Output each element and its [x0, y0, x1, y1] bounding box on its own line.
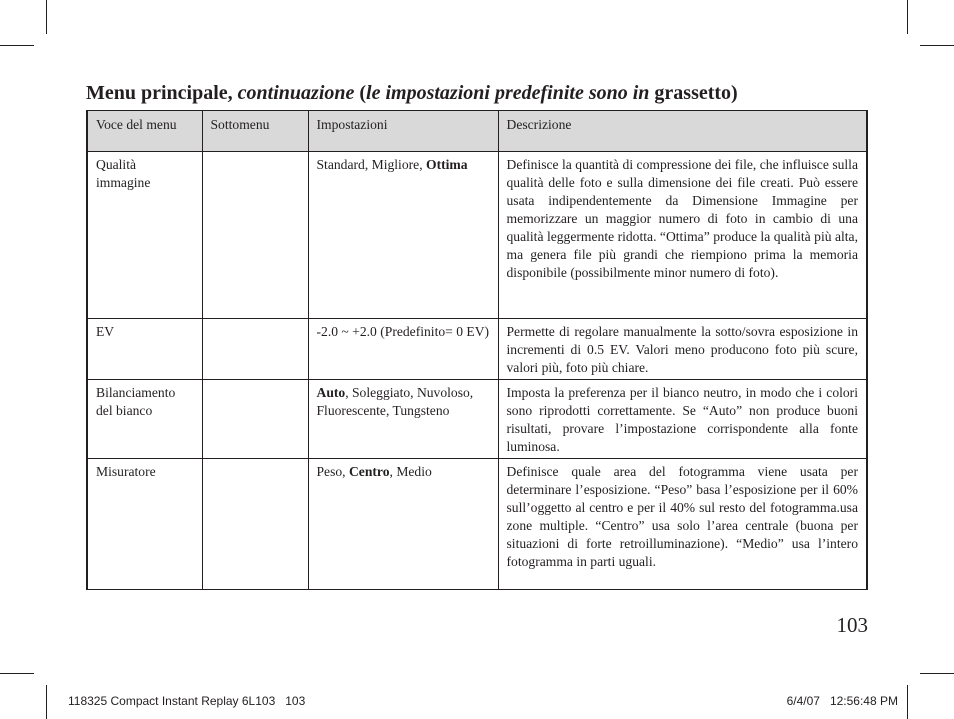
- crop-mark: [0, 45, 34, 46]
- page-number: 103: [836, 613, 868, 637]
- crop-mark: [907, 685, 908, 719]
- heading-defaults-note: le impostazioni predefinite sono in: [366, 82, 650, 104]
- setting-default: Centro: [348, 464, 390, 479]
- table-row: [87, 459, 867, 590]
- cell-voce: EV: [87, 319, 202, 380]
- heading-continuation: continuazione: [237, 82, 355, 104]
- setting-default: Ottima: [426, 157, 468, 172]
- cell-impostazioni: [308, 152, 498, 319]
- print-slug-timestamp: 6/4/07 12:56:48 PM: [786, 694, 898, 708]
- table-row: [87, 319, 867, 380]
- setting-text-rest: , Soleggiato, Nuvoloso, Fluorescente, Tungsteno: [316, 385, 474, 418]
- crop-mark: [0, 673, 34, 674]
- crop-mark: [907, 0, 908, 34]
- cell-impostazioni: [308, 459, 498, 590]
- cell-voce: Bilanciamento del bianco: [87, 380, 202, 459]
- header-sottomenu: Sottomenu: [202, 111, 308, 152]
- cell-sottomenu: [202, 152, 308, 319]
- cell-descrizione: Permette di regolare manualmente la sotto/sovra esposizione in incrementi di 0.5 EV. Valori meno producono foto più scure, valori più, foto più chiare.: [498, 319, 867, 380]
- cell-sottomenu: [202, 380, 308, 459]
- setting-text: Standard, Migliore,: [316, 157, 426, 172]
- cell-voce: Misuratore: [87, 459, 202, 590]
- cell-descrizione: Definisce la quantità di compressione dei file, che influisce sulla qualità delle foto e sulla dimensione dei file creati. Può essere usata indipendentemente da Dimensione Immagine per memorizzare un maggior numero di foto in cambio di una qualità leggermente ridotta. “Ottima” produce la qualità più alta, ma genera file più grandi che riempiono prima la memoria disponibile (possibilmente minor numero di foto).: [498, 152, 867, 319]
- setting-default: Auto: [316, 385, 346, 400]
- cell-sottomenu: [202, 319, 308, 380]
- cell-sottomenu: [202, 459, 308, 590]
- cell-voce: Qualità immagine: [87, 152, 202, 319]
- setting-text: -2.0 ~ +2.0 (Predefinito= 0 EV): [316, 324, 490, 339]
- settings-table: [86, 110, 868, 590]
- heading-main: Menu principale,: [86, 82, 238, 104]
- crop-mark: [46, 0, 47, 34]
- print-slug-file: 118325 Compact Instant Replay 6L103 103: [68, 694, 306, 708]
- header-descrizione: Descrizione: [498, 111, 867, 152]
- table-row: [87, 380, 867, 459]
- header-voce: Voce del menu: [87, 111, 202, 152]
- cell-descrizione: Imposta la preferenza per il bianco neutro, in modo che i colori sono riprodotti correttamente. Se “Auto” non produce buoni risultati, provare l’impostazione corrispondente alla fonte luminosa.: [498, 380, 867, 459]
- setting-text: Peso,: [316, 464, 349, 479]
- cell-descrizione: Definisce quale area del fotogramma viene usata per determinare l’esposizione. “Peso” basa l’esposizione per il 60% sull’oggetto al centro e per il 40% sul resto del fotogramma.usa zone multiple. “Centro” usa solo l’area centrale (buona per situazioni di forte retroilluminazione). “Medio” usa l’intero fotogramma in parti uguali.: [498, 459, 867, 590]
- header-impostazioni: Impostazioni: [308, 111, 498, 152]
- crop-mark: [920, 45, 954, 46]
- heading-bold-word: grassetto): [649, 82, 738, 104]
- heading-paren: (: [354, 82, 367, 104]
- crop-mark: [920, 673, 954, 674]
- cell-impostazioni: [308, 380, 498, 459]
- table-row: [87, 152, 867, 319]
- crop-mark: [46, 685, 47, 719]
- table-header-row: [87, 111, 867, 152]
- setting-text-rest: , Medio: [389, 464, 432, 479]
- cell-impostazioni: [308, 319, 498, 380]
- section-heading: [86, 80, 886, 106]
